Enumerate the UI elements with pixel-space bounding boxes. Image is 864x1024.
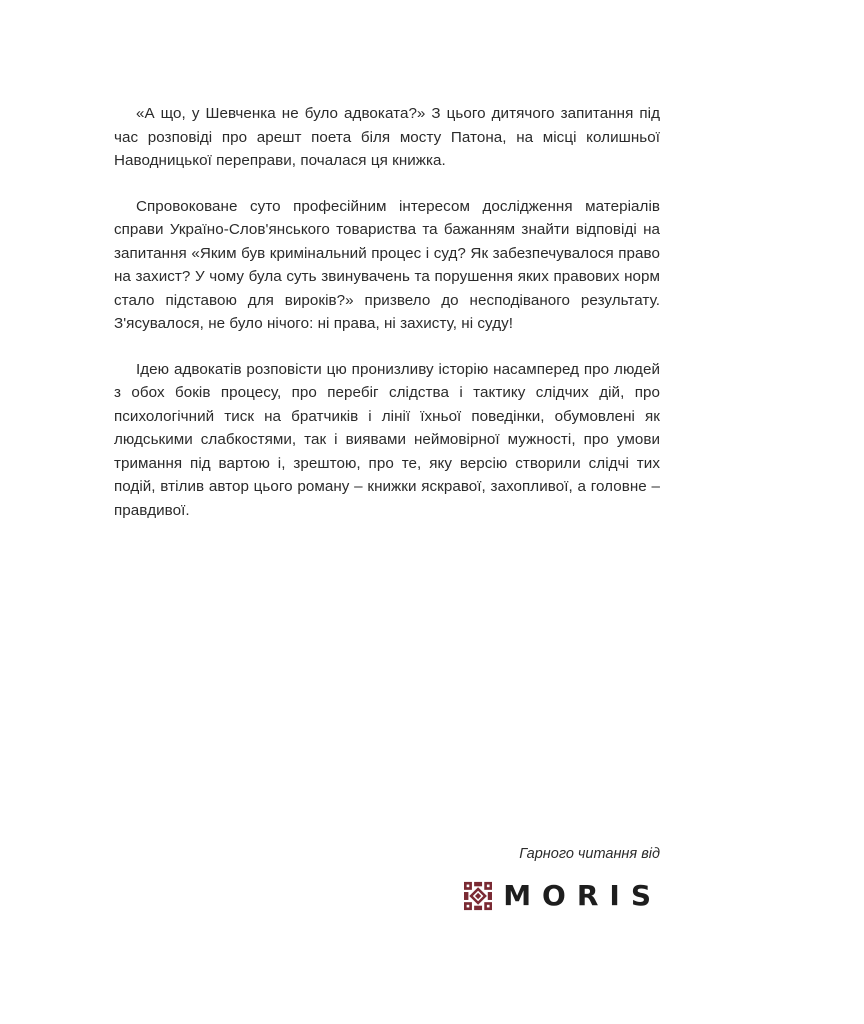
closing-line: Гарного читання від — [519, 846, 660, 862]
paragraph-3: Ідею адвокатів розповісти цю пронизливу історію насамперед про людей з обох боків процесу, про перебіг слідства і тактику слідчих дій, про психологічний тиск на братчиків і лінії їхньої поведінки, обумовлені як людськими слабкостями, так і виявами неймовірної мужності, про умови тримання під вартою і, зрештою, про те, яку версію створили слідчі тих подій, втілив автор цього роману – книжки яскравої, захопливої, а головне – правдивої. — [114, 360, 660, 519]
paragraph-1: «А що, у Шевченка не було адвоката?» З цього дитячого запитання під час розповіді про арешт поета біля мосту Патона, на місці колишньої Наводницької переправи, почалася ця книжка. — [114, 105, 660, 169]
logo-wordmark: MORIS — [503, 879, 662, 912]
publisher-logo — [464, 878, 662, 914]
moris-ornament-icon — [464, 880, 492, 912]
paragraph-2: Спровоковане суто професійним інтересом дослідження матеріалів справи Україно-Слов'янського товариства та бажанням знайти відповіді на запитання «Яким був кримінальний процес і суд? Як забезпечувалося право на захист? У чому була суть звинувачень та порушення яких правових норм стало підставою для вироків?» призвело до несподіваного результату. З'ясувалося, не було нічого: ні права, ні захисту, ні суду! — [114, 197, 660, 332]
main-text — [114, 102, 660, 544]
